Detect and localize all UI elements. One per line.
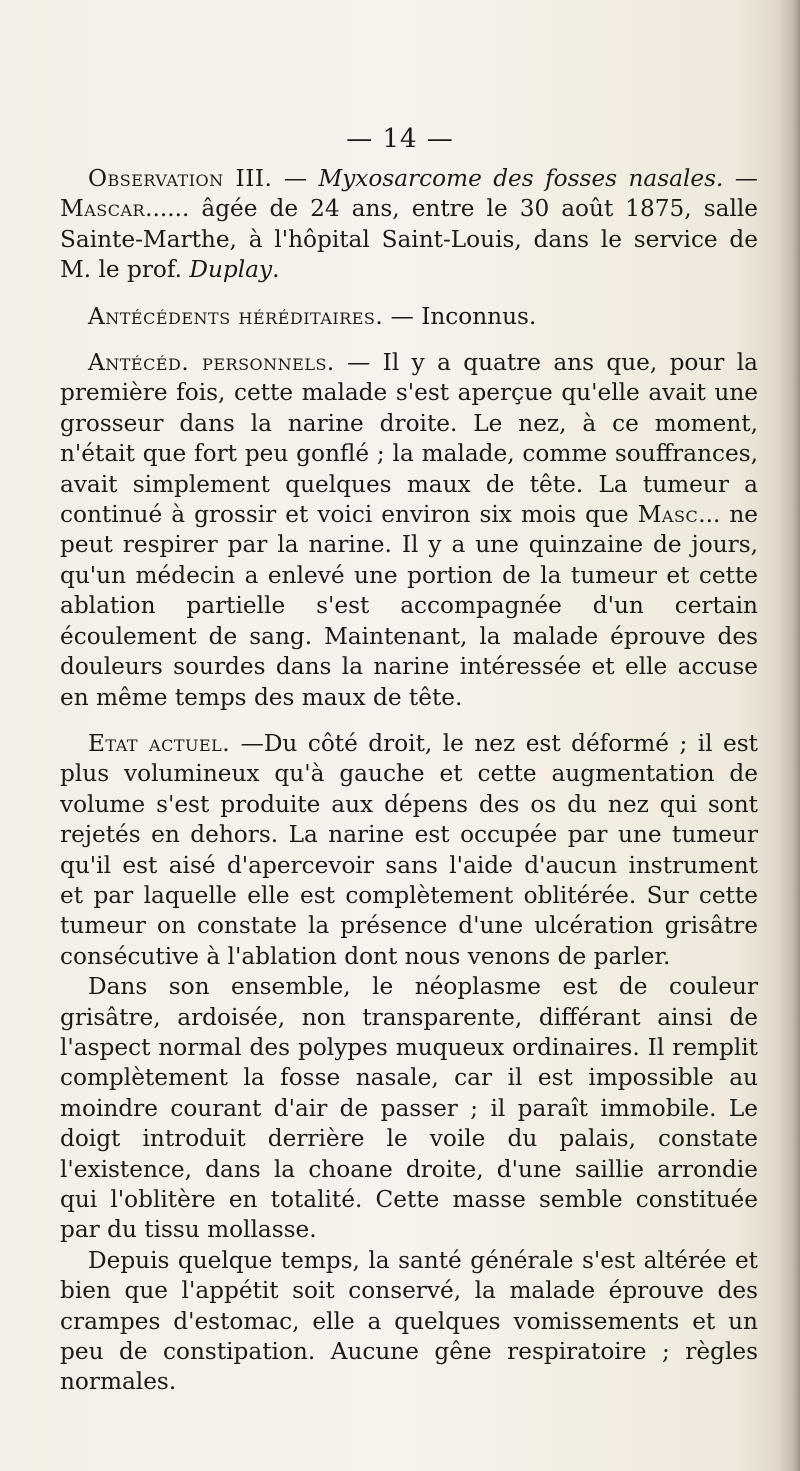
- patient-text: ...... âgée de 24 ans, entre le 30 août 1875, salle Sainte-Marthe, à l'hôpital Saint-Louis, dans le service de M. le prof.: [60, 195, 758, 284]
- antecedents-personnels-text-after: ... ne peut respirer par la narine. Il y a une quinzaine de jours, qu'un médecin a enlevé une portion de la tumeur et cette ablation partielle s'est accompagnée d'un certain écoulement de sang. Maintenant, la malade éprouve des douleurs sourdes dans la narine intéressée et elle accuse en même temps des maux de tête.: [60, 501, 758, 711]
- page-edge-shadow: [778, 0, 800, 1471]
- etat-actuel-paragraph: [60, 729, 758, 972]
- antecedents-hereditaires-paragraph: [60, 302, 758, 332]
- observation-title: Myxosarcome des fosses nasales.: [318, 165, 724, 192]
- etat-actuel-label: Etat actuel.: [88, 729, 231, 757]
- depuis-paragraph: Depuis quelque temps, la santé générale s'est altérée et bien que l'appétit soit conservé, la malade éprouve des crampes d'estomac, elle a quelques vomissements et un peu de constipation. Aucune gêne respiratoire ; règles normales.: [60, 1246, 758, 1396]
- ensemble-paragraph: Dans son ensemble, le néoplasme est de couleur grisâtre, ardoisée, non transparente, différant ainsi de l'aspect normal des polypes muqueux ordinaires. Il remplit complètement la fosse nasale, car il est impossible au moindre courant d'air de passer ; il paraît immobile. Le doigt introduit derrière le voile du palais, constate l'existence, dans la choane droite, d'une saillie arrondie qui l'oblitère en totalité. Cette masse semble constituée par du tissu mollasse.: [60, 973, 758, 1244]
- page-number: — 14 —: [346, 124, 454, 154]
- antecedents-hereditaires-label: Antécédents héréditaires.: [88, 302, 384, 330]
- etat-actuel-text: —Du côté droit, le nez est déformé ; il est plus volumineux qu'à gauche et cette augmentation de volume s'est produite aux dépens des os du nez qui sont rejetés en dehors. La narine est occupée par une tumeur qu'il est aisé d'apercevoir sans l'aide d'aucun instrument et par laquelle elle est complètement oblitérée. Sur cette tumeur on constate la présence d'une ulcération grisâtre consécutive à l'ablation dont nous venons de parler.: [60, 729, 759, 970]
- antecedents-hereditaires-text: — Inconnus.: [383, 302, 537, 330]
- observation-text: [60, 164, 758, 1398]
- observation-dash: —: [272, 165, 319, 192]
- professor-name: Duplay: [189, 256, 273, 284]
- observation-label: Observation III.: [88, 165, 273, 192]
- observation-heading-paragraph: [60, 164, 758, 286]
- antecedents-personnels-label: Antécéd. personnels.: [88, 349, 335, 377]
- patient-name: Mascar: [60, 195, 146, 223]
- antecedents-personnels-paragraph: [60, 348, 758, 713]
- antecedents-personnels-text-before: — Il y a quatre ans que, pour la première fois, cette malade s'est aperçue qu'elle avait une grosseur dans la narine droite. Le nez, à ce moment, n'était que fort peu gonflé ; la malade, comme souffrances, avait simplement quelques maux de tête. La tumeur a continué à grossir et voici environ six mois que: [60, 349, 758, 529]
- observation-line2-prefix: —: [723, 165, 758, 192]
- patient-short-name: Masc: [637, 501, 699, 529]
- observation-end: .: [272, 256, 280, 284]
